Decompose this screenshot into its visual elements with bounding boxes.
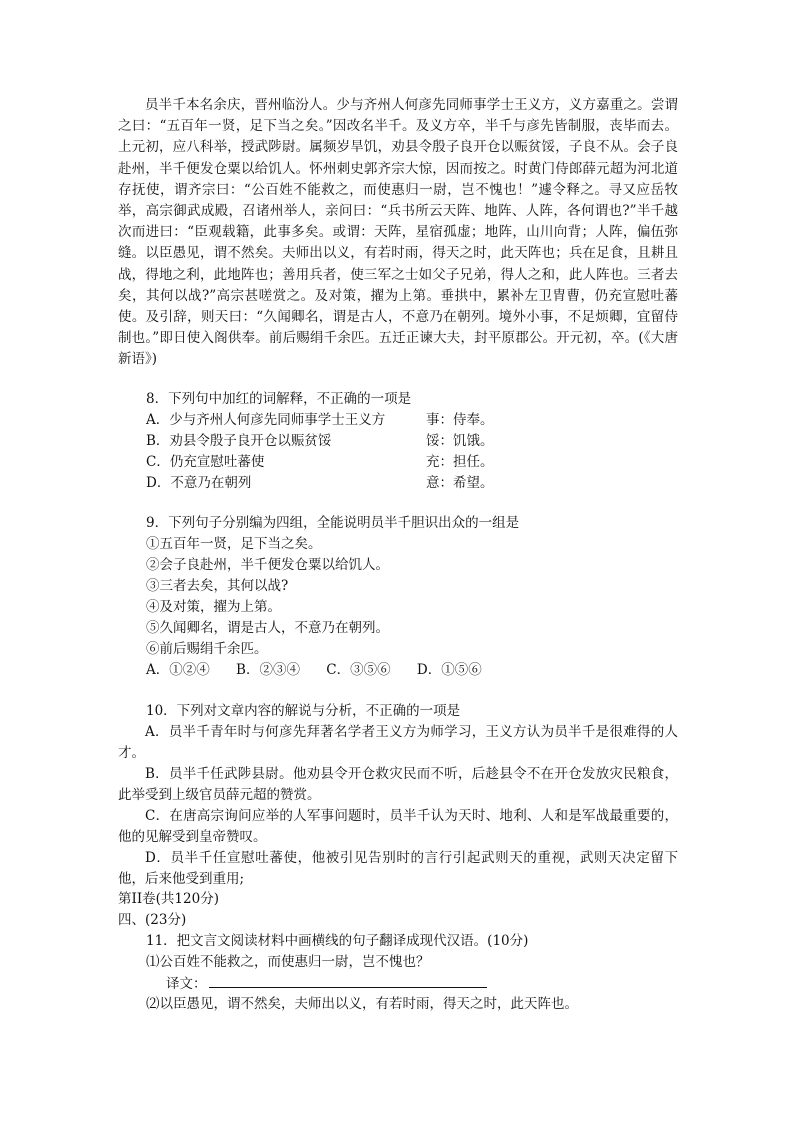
q8-option-a	[118, 410, 688, 431]
q8-option-c-gloss: 充：担任。	[426, 454, 494, 470]
q8-option-d	[118, 473, 688, 494]
translate-label: 译文：	[166, 976, 207, 992]
q10-option-c: C．在唐高宗询问应举的人军事问题时，员半千认为天时、地利、人和是军战最重要的，他的见解受到皇帝赞叹。	[118, 808, 678, 845]
q9-choice-b: B．②③④	[236, 662, 300, 678]
question-9	[118, 513, 688, 681]
q9-choice-c: C．③⑤⑥	[326, 662, 391, 678]
q10-stem: 10．下列对文章内容的解说与分析，不正确的一项是	[146, 703, 461, 719]
q8-option-c-text: C．仍充宣慰吐蕃使	[146, 454, 265, 470]
q9-item-3: ③三者去矣，其何以战?	[146, 578, 289, 594]
q8-option-b	[118, 431, 688, 452]
q11-stem: 11．把文言文阅读材料中画横线的句子翻译成现代汉语。(10分)	[146, 933, 529, 949]
q9-stem: 9．下列句子分别编为四组，全能说明员半千胆识出众的一组是	[146, 515, 520, 531]
q8-stem: 8．下列句中加红的词解释，不正确的一项是	[146, 391, 412, 407]
q8-option-c	[118, 452, 688, 473]
q8-option-b-gloss: 馁：饥饿。	[426, 433, 494, 449]
q9-choices	[118, 660, 688, 681]
q8-option-d-gloss: 意：希望。	[426, 475, 494, 491]
question-8	[118, 389, 688, 494]
q10-option-a: A．员半千青年时与何彦先拜著名学者王义方为师学习，王义方认为员半千是很难得的人才。	[118, 724, 678, 761]
q9-item-2: ②会子良赴州，半千便发仓粟以给饥人。	[146, 557, 389, 573]
q9-choice-a: A．①②④	[146, 662, 210, 678]
q10-option-d: D．员半千任宣慰吐蕃使，他被引见告别时的言行引起武则天的重视，武则天决定留下他，后来他受到重用;	[118, 850, 678, 887]
q9-choice-d: D．①⑤⑥	[416, 662, 482, 678]
q11-sentence-2: ⑵以臣愚见，谓不然矣，夫师出以义，有若时雨，得天之时，此天阵也。	[146, 996, 578, 1012]
q11-sentence-1: ⑴公百姓不能救之，而使惠归一尉，岂不愧也？	[146, 954, 430, 970]
passage-text: 员半千本名余庆，晋州临汾人。少与齐州人何彦先同师事学士王义方，义方嘉重之。尝谓之曰：“五百年一贤，足下当之矣。”因改名半千。及义方卒，半千与彦先皆制服，丧毕而去。上元初，应八科举，授武陟尉。属频岁旱饥，劝县令殷子良开仓以赈贫馁，子良不从。会子良赴州，半千便发仓粟以给饥人。怀州刺史郭齐宗大惊，因而按之。时黄门侍郎薛元超为河北道存抚使，谓齐宗曰：“公百姓不能救之，而使惠归一尉，岂不愧也！”遽令释之。寻又应岳牧举，高宗御武成殿，召诸州举人，亲问曰：“兵书所云天阵、地阵、人阵，各何谓也?”半千越次而进曰：“臣观载籍，此事多矣。或谓：天阵，星宿孤虚；地阵，山川向背；人阵，偏伍弥缝。以臣愚见，谓不然矣。夫师出以义，有若时雨，得天之时，此天阵也；兵在足食，且耕且战，得地之利，此地阵也；善用兵者，使三军之士如父子兄弟，得人之和，此人阵也。三者去矣，其何以战?”高宗甚嗟赏之。及对策，擢为上第。垂拱中，累补左卫胄曹，仍充宣慰吐蕃使。及引辞，则天曰：“久闻卿名，谓是古人，不意乃在朝列。境外小事，不足烦卿，宜留侍制也。”即日使入阁供奉。前后赐绢千余匹。五迁正谏大夫，封平原郡公。开元初，卒。(《大唐新语》)	[118, 97, 678, 368]
section-2	[118, 889, 688, 1015]
section-2-title: 第II卷(共120分)	[118, 891, 219, 907]
translation-blank	[209, 973, 487, 988]
q9-item-1: ①五百年一贤，足下当之矣。	[146, 536, 322, 552]
q8-option-d-text: D．不意乃在朝列	[146, 475, 252, 491]
q9-item-6: ⑥前后赐绢千余匹。	[146, 641, 268, 657]
q8-option-b-text: B．劝县令殷子良开仓以赈贫馁	[146, 433, 332, 449]
q8-option-a-gloss: 事：侍奉。	[426, 412, 494, 428]
section-2-part: 四、(23分)	[118, 912, 187, 928]
q9-item-5: ⑤久闻卿名，谓是古人，不意乃在朝列。	[146, 620, 389, 636]
q11-translation-line	[118, 973, 688, 994]
q9-item-4: ④及对策，擢为上第。	[146, 599, 281, 615]
q10-option-b: B．员半千任武陟县尉。他劝县令开仓救灾民而不听，后趁县令不在开仓发放灾民粮食，此举受到上级官员薛元超的赞赏。	[118, 766, 678, 803]
q8-option-a-text: A．少与齐州人何彦先同师事学士王义方	[146, 412, 386, 428]
question-10	[118, 701, 688, 890]
